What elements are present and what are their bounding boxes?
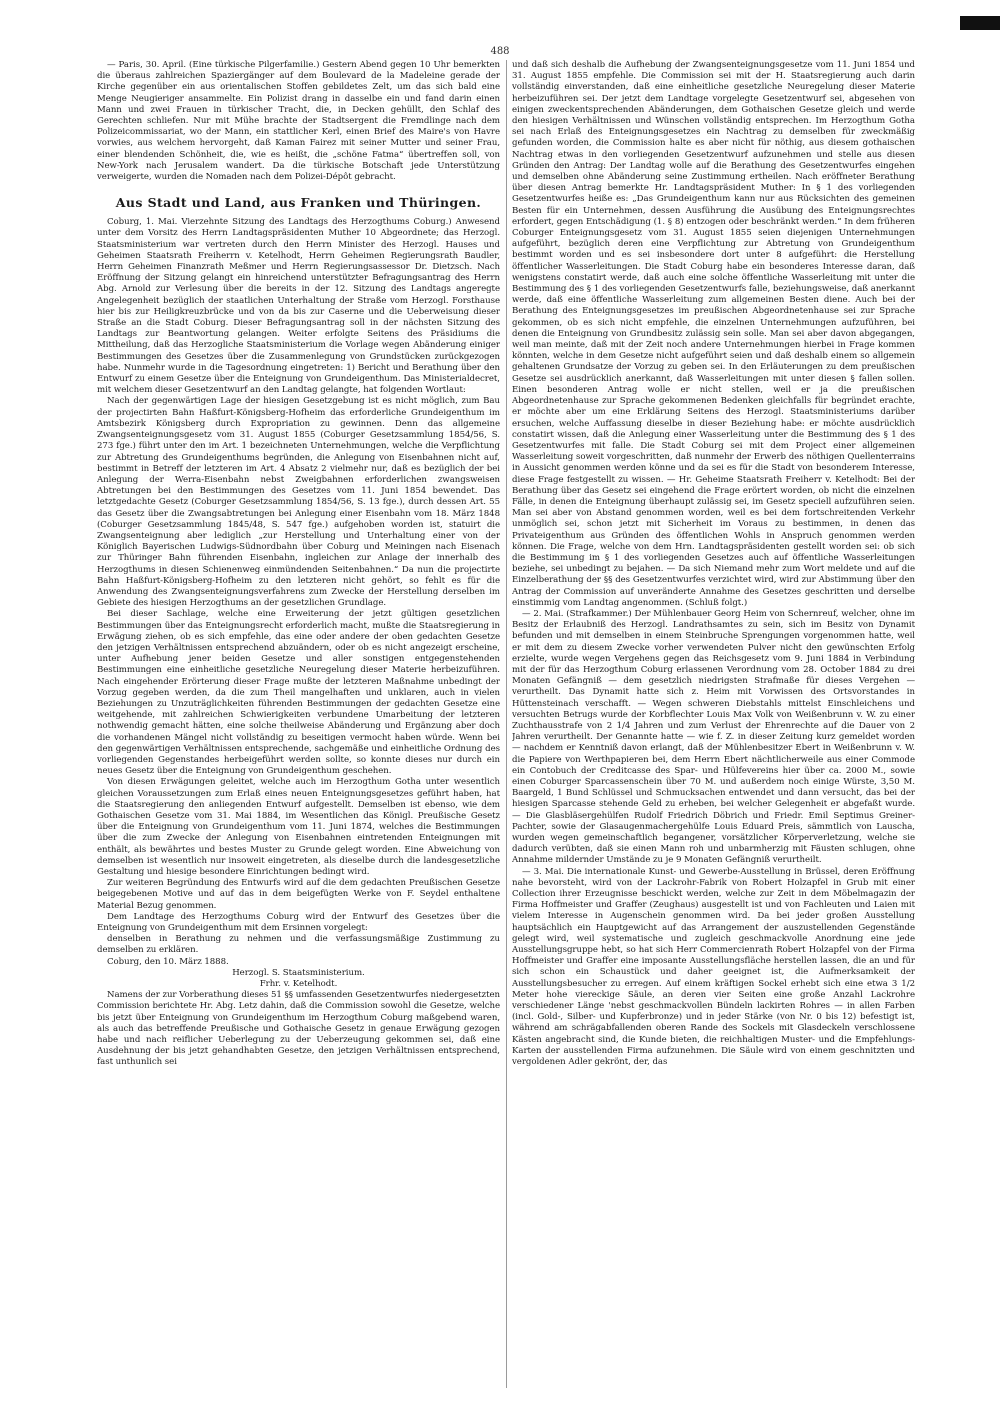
right-column xyxy=(512,60,915,1388)
decree-paragraph: Nach der gegenwärtigen Lage der hiesigen Gesetzgebung ist es nicht möglich, zum Bau der projectirten Bahn Haßfurt-Königsberg-Hofheim das erforderliche Grundeigenthum im Amtsbezirk Königsberg durch Expropriation zu gewinnen. Denn das allgemeine Zwangsenteignungsgesetz vom 31. August 1855 (Coburger Gesetzsammlung 1854/56, S. 273 fge.) führt unter den im Art. 1 bezeichneten Unternehmungen, welche die Verpflichtung zur Abtretung des Grundeigenthums begründen, die Anlegung von Eisenbahnen nicht auf, bestimmt in Betreff der letzteren im Art. 4 Absatz 2 vielmehr nur, daß es bezüglich der bei Anlegung der Werra-Eisenbahn nebst Zweigbahnen erforderlichen zwangsweisen Abtretungen bei den Bestimmungen des Gesetzes vom 11. Juni 1854 bewendet. Das letztgedachte Gesetz (Coburger Gesetzsammlung 1854/56, S. 13 fge.), durch dessen Art. 55 das Gesetz über die Zwangsabtretungen bei Anlegung einer Eisenbahn vom 18. März 1848 (Coburger Gesetzsammlung 1845/48, S. 547 fge.) aufgehoben worden ist, statuirt die Zwangsenteignung aber lediglich „zur Herstellung und Unterhaltung einer von der Königlich Bayerischen Ludwigs-Südnordbahn über Coburg und Meiningen nach Eisenach zur Thüringer Bahn führenden Eisenbahn, ingleichen zur Anlage der innerhalb des Herzogthums in diesen Schienenweg einmündenden Seitenbahnen.“ Da nun die projectirte Bahn Haßfurt-Königsberg-Hofheim zu den letzteren nicht gehört, so fehlt es für die Anwendung des Zwangsenteignungsverfahrens zum Zwecke der Herstellung derselben im Gebiete des hiesigen Herzogthums an der gesetzlichen Grundlage. xyxy=(97,396,500,609)
left-column xyxy=(97,60,500,1388)
page-corner-mark xyxy=(960,16,1000,30)
decree-paragraph: Bei dieser Sachlage, welche eine Erweiterung der jetzt gültigen gesetzlichen Bestimmungen über das Enteignungsrecht erforderlich macht, mußte die Staatsregierung in Erwägung ziehen, ob es sich empfehle, das eine oder andere der oben gedachten Gesetze den jetzigen Verhältnissen entsprechend abzuändern, oder ob es nicht angezeigt erscheine, unter Aufhebung jener beiden Gesetze und aller sonstigen entgegenstehenden Bestimmungen eine einheitliche gesetzliche Neuregelung dieser Materie herbeizuführen. Nach eingehender Erörterung dieser Frage mußte der letzteren Maßnahme unbedingt der Vorzug gegeben werden, da die zum Theil mangelhaften und unklaren, auch in vielen Beziehungen zu Unzuträglichkeiten führenden Bestimmungen der gedachten Gesetze eine weitgehende, mit zahlreichen Schwierigkeiten verbundene Umarbeitung der letzteren nothwendig gemacht hätten, eine solche theilweise Abänderung und Ergänzung aber doch die vorhandenen Mängel nicht vollständig zu beseitigen vermocht haben würde. Wenn bei den gegenwärtigen Verhältnissen entsprechende, sachgemäße und einheitliche Ordnung des vorliegenden Gegenstandes herbeigeführt werden sollte, so konnte dieses nur durch ein neues Gesetz über die Enteignung von Grundeigenthum geschehen. xyxy=(97,609,500,777)
coburg-landtag-article: Coburg, 1. Mai. Vierzehnte Sitzung des Landtags des Herzogthums Coburg.) Anwesend unter dem Vorsitz des Herrn Landtagspräsidenten Muther 10 Abgeordnete; das Herzogl. Staatsministerium war vertreten durch den Herrn Minister des Herzogl. Hauses und Geheimen Staatsrath Freiherrn v. Ketelhodt, Herrn Geheimen Regierungsrath Baudler, Herrn Geheimen Finanzrath Meßmer und Herrn Regierungsassessor Dr. Dietzsch. Nach Eröffnung der Sitzung gelangt ein hinreichend unterstützter Befragungsantrag des Herrn Abg. Arnold zur Verlesung über die bereits in der 12. Sitzung des Landtags angeregte Angelegenheit bezüglich der staatlichen Unterhaltung der Straße vom Herzogl. Forsthause hier bis zur Heiligkreuzbrücke und von da bis zur Caserne und die Ueberweisung dieser Straße an die Stadt Coburg. Dieser Befragungsantrag soll in der nächsten Sitzung des Landtags zur Beantwortung gelangen. Weiter erfolgte Seitens des Präsidiums die Mittheilung, daß das Herzogliche Staatsministerium die Vorlage wegen Abänderung einiger Bestimmungen des Gesetzes über die Zusammenlegung von Grundstücken zurückgezogen habe. Nunmehr wurde in die Tagesordnung eingetreten: 1) Bericht und Berathung über den Entwurf zu einem Gesetze über die Enteignung von Grundeigenthum. Das Ministerialdecret, mit welchem dieser Gesetzentwurf an den Landtag gelangte, hat folgenden Wortlaut: xyxy=(97,217,500,396)
decree-signature-name: Frhr. v. Ketelhodt. xyxy=(259,979,338,990)
decree-paragraph: Zur weiteren Begründung des Entwurfs wird auf die dem gedachten Preußischen Gesetze beigegebenen Motive und auf das in dem beigefügten Werke von F. Seydel enthaltene Material Bezug genommen. xyxy=(97,878,500,911)
strafkammer-article: — 2. Mai. (Strafkammer.) Der Mühlenbauer Georg Heim von Schernreuf, welcher, ohne im Besitz der Erlaubniß des Herzogl. Landrathsamtes zu sein, sich im Besitz von Dynamit befunden und mit demselben in einem Steinbruche Sprengungen vorgenommen hatte, weil er mit dem zu diesem Zwecke vorher verwendeten Pulver nicht den gewünschten Erfolg erzielte, wurde wegen Vergehens gegen das Reichsgesetz vom 9. Juni 1884 in Verbindung mit der für das Herzogthum Coburg erlassenen Verordnung vom 28. October 1884 zu drei Monaten Gefängniß — dem gesetzlich niedrigsten Strafmaße für dieses Vergehen — verurtheilt. Das Dynamit hatte sich z. Heim mit Vorwissen des Ortsvorstandes in Hüttensteinach verschafft. — Wegen schweren Diebstahls mittelst Einschleichens und versuchten Betrugs wurde der Korbflechter Louis Max Volk von Weißenbrunn v. W. zu einer Zuchthausstrafe von 2 1/4 Jahren und zum Verlust der Ehrenrechte auf die Dauer von 2 Jahren verurtheilt. Der Genannte hatte — wie f. Z. in dieser Zeitung kurz gemeldet worden — nachdem er Kenntniß davon erlangt, daß der Mühlenbesitzer Ebert in Weißenbrunn v. W. die Papiere von Werthpapieren bei, dem Herrn Ebert nächtlicherweile aus einer Commode ein Contobuch der Creditcasse des Spar- und Hülfevereins hier über ca. 2000 M., sowie einen Coburger Sparcassenschein über 70 M. und außerdem noch einige Würste, 3,50 M. Baargeld, 1 Bund Schlüssel und Schmucksachen entwendet und dann versucht, das bei der hiesigen Sparcasse stehende Geld zu erheben, bei welcher Gelegenheit er abgefaßt wurde. — Die Glasbläsergehülfen Rudolf Friedrich Döbrich und Friedr. Emil Septimus Greiner-Pachter, sowie der Glasaugenmachergehülfe Louis Eduard Preis, sämmtlich von Lauscha, wurden wegen gemeinschaftlich begangener, vorsätzlicher Körperverletzung, welche sie dadurch verübten, daß sie einen Mann roh und unbarmherzig mit Fäusten schlugen, ohne Annahme mildernder Umstände zu je 9 Monaten Gefängniß verurtheilt. xyxy=(512,608,915,866)
page-number: 488 xyxy=(490,46,510,57)
section-heading: Aus Stadt und Land, aus Franken und Thüringen. xyxy=(115,195,482,211)
column-divider xyxy=(506,60,507,1388)
decree-paragraph: Von diesen Erwägungen geleitet, welche auch im Herzogthum Gotha unter wesentlich gleichen Voraussetzungen zum Erlaß eines neuen Enteignungsgesetzes geführt haben, hat die Staatsregierung den anliegenden Entwurf aufgestellt. Demselben ist ebenso, wie dem Gothaischen Gesetze vom 31. Mai 1884, im Wesentlichen das Königl. Preußische Gesetz über die Enteignung von Grundeigenthum vom 11. Juni 1874, welches die Bestimmungen über die zum Zwecke der Anlegung von Eisenbahnen eintretenden Enteignungen mit enthält, als bewährtes und bestes Muster zu Grunde gelegt worden. Eine Abweichung von demselben ist wesentlich nur insoweit eingetreten, als dieselbe durch die landesgesetzliche Gestaltung und hiesige besondere Einrichtungen bedingt wird. xyxy=(97,777,500,878)
decree-place-date: Coburg, den 10. März 1888. xyxy=(107,956,229,967)
paris-article: — Paris, 30. April. (Eine türkische Pilgerfamilie.) Gestern Abend gegen 10 Uhr bemerkten die überaus zahlreichen Spaziergänger auf dem Boulevard de la Madeleine gerade der Kirche gegenüber ein aus orientalischen Stoffen gebildetes Zelt, um das sich bald eine Menge Neugieriger ansammelte. Ein Polizist drang in dasselbe ein und fand darin einen Mann und zwei Frauen in türkischer Tracht, die, in Decken gehüllt, den Schlaf des Gerechten schliefen. Nur mit Mühe brachte der Stadtsergent die Fremdlinge nach dem Polizeicommissariat, wo der Mann, ein stattlicher Kerl, einen Brief des Maire's von Havre vorwies, aus welchem hervorgeht, daß Kaman Fairez mit seiner Mutter und seiner Frau, einer blendenden Schönheit, die, wie es heißt, die „schöne Fatma“ übertreffen soll, von New-York nach Jerusalem wandert. Da die türkische Botschaft jede Unterstützung verweigerte, wurden die Nomaden nach dem Polizei-Dépôt gebracht. xyxy=(97,60,500,183)
commission-report: Namens der zur Vorberathung dieses 51 §§ umfassenden Gesetzentwurfes niedergesetzten Commission berichtete Hr. Abg. Letz dahin, daß die Commission sowohl die Gesetze, welche bis jetzt über Enteignung von Grundeigenthum im Herzogthum Coburg maßgebend waren, als auch das betreffende Preußische und Gothaische Gesetz in genaue Erwägung gezogen habe und nach reiflicher Ueberlegung zu der Ueberzeugung gekommen sei, daß eine Ausdehnung der bis jetzt gehandhabten Gesetze, den jetzigen Verhältnissen entsprechend, fast unthunlich sei xyxy=(97,990,500,1068)
decree-request: denselben in Berathung zu nehmen und die verfassungsmäßige Zustimmung zu demselben zu erklären. xyxy=(97,934,500,956)
decree-signature-ministry: Herzogl. S. Staatsministerium. xyxy=(232,967,365,978)
decree-paragraph: Dem Landtage des Herzogthums Coburg wird der Entwurf des Gesetzes über die Enteignung von Grundeigenthum mit dem Ersinnen vorgelegt: xyxy=(97,911,500,934)
commission-report-continued: und daß sich deshalb die Aufhebung der Zwangsenteignungsgesetze vom 11. Juni 1854 und 31. August 1855 empfehle. Die Commission sei mit der H. Staatsregierung auch darin vollständig einverstanden, daß eine einheitliche gesetzliche Neuregelung dieser Materie herbeizuführen sei. Der jetzt dem Landtage vorgelegte Gesetzentwurf sei, abgesehen von einigen zweckentsprechenden Abänderungen, dem Gothaischen Gesetze gleich und werde den hiesigen Verhältnissen und Wünschen vollständig entsprechen. Im Herzogthum Gotha sei nach Erlaß des Enteignungsgesetzes ein Nachtrag zu demselben für zweckmäßig gefunden worden, die Commission halte es aber nicht für nöthig, aus diesem gothaischen Nachtrag etwas in den vorliegenden Gesetzentwurf aufzunehmen und stelle aus diesen Gründen den Antrag: Der Landtag wolle auf die Berathung des Gesetzentwurfes eingehen und demselben ohne Abänderung seine Zustimmung ertheilen. Nach eröffneter Berathung über diesen Antrag bemerkte Hr. Landtagspräsident Muther: In § 1 des vorliegenden Gesetzentwurfes heiße es: „Das Grundeigenthum kann nur aus Rücksichten des gemeinen Besten für ein Unternehmen, dessen Ausführung die Ausübung des Enteignungsrechtes erfordert, gegen Entschädigung (1. § 8) entzogen oder beschränkt werden.“ In dem früheren Coburger Enteignungsgesetz vom 31. August 1855 seien diejenigen Unternehmungen aufgeführt, bezüglich deren eine Verpflichtung zur Abtretung von Grundeigenthum bestimmt worden und es sei insbesondere dort unter 8 aufgeführt: die Herstellung öffentlicher Wasserleitungen. Die Stadt Coburg habe ein besonderes Interesse daran, daß wenigstens constatirt werde, daß auch eine solche öffentliche Wasserleitung mit unter die Bestimmung des § 1 des vorliegenden Gesetzentwurfs falle, beziehungsweise, daß anerkannt werde, daß eine öffentliche Wasserleitung zum allgemeinen Besten diene. Auch bei der Berathung des Enteignungsgesetzes im preußischen Abgeordnetenhause sei zur Sprache gekommen, ob es sich nicht empfehle, die einzelnen Unternehmungen aufzuführen, bei denen die Enteignung von Grundbesitz zulässig sein solle. Man sei aber davon abgegangen, weil man meinte, daß mit der Zeit noch andere Unternehmungen hierbei in Frage kommen könnten, welche in dem Gesetze nicht aufgeführt seien und daß deshalb einem so allgemein gehaltenen Grundsatze der Vorzug zu geben sei. In den Erläuterungen zu dem preußischen Gesetze sei ausdrücklich anerkannt, daß Wasserleitungen mit unter diesen § fallen sollen. Einen besonderen Antrag wolle er nicht stellen, weil er ja die preußischen Abgeordnetenhause zur Sprache gekommenen Bedenken gleichfalls für begründet erachte, er möchte aber um eine Erklärung Seitens des Herzogl. Staatsministeriums darüber ersuchen, welche Auffassung dieselbe in dieser Beziehung habe: er möchte ausdrücklich constatirt wissen, daß die Anlegung einer Wasserleitung unter die Bestimmung des § 1 des Gesetzentwurfes mit falle. Die Stadt Coburg sei mit dem Project einer allgemeinen Wasserleitung soweit vorgeschritten, daß nunmehr der Erwerb des nöthigen Quellenterrains in Aussicht genommen werden könne und da sei es für die Stadt von besonderem Interesse, diese Frage festgestellt zu wissen. — Hr. Geheime Staatsrath Freiherr v. Ketelhodt: Bei der Berathung über das Gesetz sei eingehend die Frage erörtert worden, ob nicht die einzelnen Fälle, in denen die Enteignung überhaupt zulässig sei, im Gesetz speciell aufzuführen seien. Man sei aber von Abstand genommen worden, weil es bei dem fortschreitenden Verkehr unmöglich sei, schon jetzt mit Sicherheit im Voraus zu bestimmen, in denen das Privateigenthum aus Gründen des öffentlichen Wohls in Anspruch genommen werden können. Die Frage, welche von dem Hrn. Landtagspräsidenten gestellt worden sei: ob sich die Bestimmung im § 1 des vorliegenden Gesetzes auch auf öffentliche Wasserleitungen beziehe, sei unbedingt zu bejahen. — Da sich Niemand mehr zum Wort meldete und auf die Einzelberathung der §§ des Gesetzentwurfes verzichtet wird, wird zur Abstimmung über den Antrag der Commission auf unveränderte Annahme des Gesetzes geschritten und derselbe einstimmig vom Landtag angenommen. (Schluß folgt.) xyxy=(512,60,915,608)
exhibition-article: — 3. Mai. Die internationale Kunst- und Gewerbe-Ausstellung in Brüssel, deren Eröffnung nahe bevorsteht, wird von der Lackrohr-Fabrik von Robert Holzapfel in Grub mit einer Collection ihrer Erzeugnisse beschickt werden, welche zur Zeit in dem Möbelmagazin der Firma Hoffmeister und Graffer (Zeughaus) ausgestellt ist und von Fachleuten und Laien mit vielem Interesse in Augenschein genommen wird. Da bei jeder großen Ausstellung hauptsächlich ein Hauptgewicht auf das Arrangement der auszustellenden Gegenstände gelegt wird, weil systematische und zugleich geschmackvolle Anordnung eine jede Ausstellungsgruppe hebt, so hat sich Herr Commercienrath Robert Holzapfel von der Firma Hoffmeister und Graffer eine imposante Ausstellungsfläche herstellen lassen, die an und für sich schon ein Schaustück und daher geeignet ist, die Aufmerksamkeit der Ausstellungsbesucher zu erregen. Auf einem kräftigen Sockel erhebt sich eine etwa 3 1/2 Meter hohe viereckige Säule, an deren vier Seiten eine große Anzahl Lackrohre verschiedener Länge 'nebst geschmackvollen Bündeln lackirten Rohres — in allen Farben (incl. Gold-, Silber- und Kupferbronze) und in jeder Stärke (von Nr. 0 bis 12) befestigt ist, während am schrägabfallenden oberen Rande des Sockels mit Glasdeckeln verschlossene Kästen angebracht sind, die Kunde bieten, die reichhaltigen Muster- und die Empfehlungs-Karten der ausstellenden Firma aufzunehmen. Die Säule wird von einem geschnitzten und vergoldenen Adler gekrönt, der, das xyxy=(512,866,915,1068)
